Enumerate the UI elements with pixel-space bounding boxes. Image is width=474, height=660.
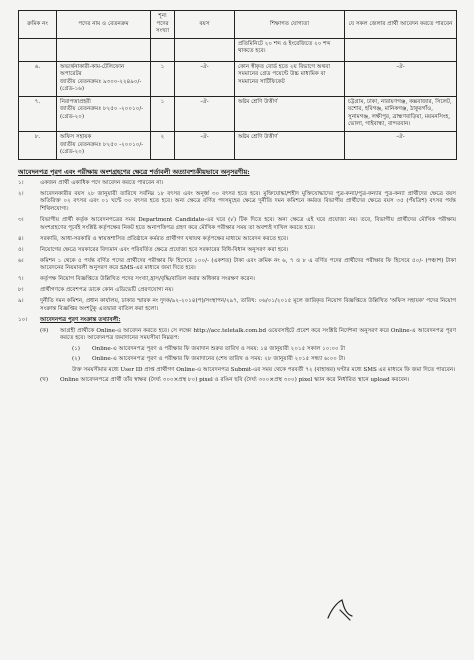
condition-text: আবেদনকারীর বয়স ২৮ জানুয়ারী তারিখে সর্বনিম্ন ১৮ বৎসর এবং অনূর্ধ্ব ৩০ বৎসর হতে হবে। মুক্তিযোদ্ধা/শহীদ মুক্তিযোদ্ধাদের পুত্র-কন্যা/পুত্র-কন্যার পুত্র-কন্যা প্রার্থীদের ক্ষেত্রে বয়স অতিরিক্ত ০২ বৎসর এবং ০১ ঘন্টে ৩০ বৎসর হতে হবে। অন্য ক্ষেত্রে বর্ণিত পদসমূহের ক্ষেত্রে দুর্নীতি দমন কমিশনে কর্মরত বিভাগীয় প্রার্থীদের ক্ষেত্রে বয়স ৩৫ (পঁয়ত্রিশ) বৎসর পর্যন্ত শিথিলযোগ্য। — [40, 190, 456, 212]
condition-text: একজন প্রার্থী একাধিক পদে আবেদন করতে পারবেন না। — [40, 179, 164, 186]
deadline-text: Online-এ আবেদনপত্র পূরণ ও পরীক্ষার ফি জমাদান শুরুর তারিখ ও সময়: ১৪ জানুয়ারী ২০১৫ সকাল ১০:০০ টা — [92, 345, 346, 352]
header-post: পদের নাম ও বেতনক্রম — [57, 11, 151, 39]
continuation-row — [19, 38, 457, 61]
condition-number: ৯। — [18, 298, 24, 305]
condition-text: কর্তৃপক্ষ নিয়োগ বিজ্ঞপ্তিতে উল্লিখিত পদের সংখ্যা,হ্রাস/বৃদ্ধি/বাতিল করার অধিকার সংরক্ষণ করেন। — [40, 276, 255, 283]
row-count: ১ — [151, 61, 175, 96]
row-age: -ঐ- — [175, 96, 235, 131]
application-item-kha — [18, 377, 456, 385]
condition-number: ১। — [18, 179, 24, 186]
condition-text: নিয়োগের ক্ষেত্রে সরকারের বিদ্যমান এবং পরিবর্তিত ক্ষেত্রে প্রযোজ্য হবে সরকারের বিধি-বিধান অনুসরণ করা হবে। — [40, 246, 289, 253]
payment-note: উক্ত সময়সীমার মধ্যে User ID প্রাপ্ত প্রার্থীগণ Online-এ আবেদনপত্র Submit-এর সময় থেকে পরবর্তী ৭২ (বাহাত্তর) ঘণ্টার মধ্যে SMS এর মাধ্যমে ফি জমা দিতে পারবেন। — [72, 366, 456, 373]
condition-item — [18, 298, 456, 313]
application-info-title: আবেদনপত্র পূরণ সংক্রান্ত তথ্যাবলী: — [40, 316, 121, 323]
row-post: নিরাপত্তাপ্রহরী জাতীয় বেতনক্রমঃ ৮২৫০ -২০০১০/- (গ্রেড-২০) — [57, 96, 151, 131]
condition-item — [18, 191, 456, 214]
condition-item — [18, 217, 456, 232]
row-qualification: অষ্টম শ্রেণি উত্তীর্ণ — [235, 96, 345, 131]
deadline-item — [18, 346, 456, 354]
table-row — [19, 132, 457, 160]
item-letter: (ক) — [40, 327, 49, 334]
condition-item — [18, 258, 456, 273]
row-district: চট্টগ্রাম, ঢাকা, নারায়ণগঞ্জ, কক্সবাজার, সিলেট, যশোর, হবিগঞ্জ, মানিকগঞ্জ, ঠাকুরগাঁও, সুনামগঞ্জ, লক্ষীপুর, ব্রাহ্মণবাড়িয়া, ময়মনসিংহ, ভোলা, গাইবান্ধা, বান্দরবান। — [345, 96, 457, 131]
header-district: যে সকল জেলার প্রার্থী আবেদন করতে পারবেন — [345, 11, 457, 39]
condition-item — [18, 247, 456, 255]
condition-text: কমিশন ১ থেকে ৫ পর্যন্ত বর্ণিত পদের প্রার্থীদের পরীক্ষার ফি হিসেবে ১০০/- (একশত) টাকা এবং ক্রমিক নং ৬, ৭ ও ৮ এ বর্ণিত পদের প্রার্থীদের পরীক্ষার ফি হিসেবে ৫০/- (পঞ্চাশ) টাকা আবেদনের নিয়মাবলী অনুসরণ করে SMS-এর মাধ্যমে জমা দিতে হবে। — [40, 257, 456, 272]
condition-number: ৩। — [18, 216, 24, 223]
condition-number: ৪। — [18, 235, 24, 242]
conditions-heading: আবেদনপত্র পূরণ এবং পরীক্ষায় অংশগ্রহণের ক্ষেত্রে শর্তাবলী অত্যাবশ্যকীয়ভাবে অনুসরণীয়: — [18, 167, 250, 176]
condition-number: ৮। — [18, 287, 24, 294]
row-post: অফিস সহায়ক জাতীয় বেতনক্রমঃ ৮২৫০ -২০০১০/- (গ্রেড-২০) — [57, 132, 151, 160]
condition-text: প্রার্থীগণকে প্রবেশপত্র ডাকে কোন এডিভেটি প্রেরণযোগ্য নয়। — [40, 287, 174, 294]
condition-item — [18, 236, 456, 244]
header-num: ক্রমিক নং — [19, 11, 57, 39]
row-num: ৬. — [19, 61, 57, 96]
condition-number: ৬। — [18, 257, 24, 264]
deadline-number: (২) — [72, 356, 81, 363]
table-header-row — [19, 11, 457, 39]
posts-table — [18, 10, 457, 160]
row-age: -ঐ- — [175, 61, 235, 96]
condition-item — [18, 180, 456, 188]
table-row — [19, 96, 457, 131]
condition-item — [18, 287, 456, 295]
row-district: -ঐ- — [345, 132, 457, 160]
table-row — [19, 61, 457, 96]
row-count: ২ — [151, 132, 175, 160]
header-age: বয়স — [175, 11, 235, 39]
condition-item — [18, 276, 456, 284]
deadline-item — [18, 356, 456, 364]
application-item-ka — [18, 328, 456, 343]
row-age: -ঐ- — [175, 132, 235, 160]
condition-number: ১০। — [18, 316, 28, 323]
condition-number: ২। — [18, 190, 24, 197]
item-text: Online আবেদনপত্রে প্রার্থী তাঁর স্বাক্ষর (দৈর্ঘ্য ৩০০×প্রস্থ ৮০) pixel ও রঙিন ছবি (দৈর্ঘ্য ৩০০×প্রস্থ ৩০০) pixel স্ক্যান করে নির্ধারিত স্থানে upload করবেন। — [60, 377, 410, 384]
signature-mark — [322, 594, 362, 624]
row-post: অভ্যর্থনাকারী-কাম-টেলিফোন অপারেটর জাতীয় বেতনক্রমঃ ৯৩০০-২২৪৯০/- (গ্রেড-১৬) — [57, 61, 151, 96]
condition-number: ৫। — [18, 246, 24, 253]
continuation-text: প্রতিমিনিটে ২০ শব্দ ও ইংরেজিতে ২০ শব্দ থাকতে হবে। — [235, 38, 345, 61]
condition-number: ৭। — [18, 276, 24, 283]
row-num: ৭. — [19, 96, 57, 131]
row-count: ১ — [151, 96, 175, 131]
condition-text: সরকারি, আধা-সরকারি ও স্বায়ত্তশাসিত প্রতিষ্ঠানে কর্মরত প্রার্থীগণ যথাযথ কর্তৃপক্ষের মাধ্যমে আবেদন করতে হবে। — [40, 235, 289, 242]
row-num: ৮. — [19, 132, 57, 160]
header-qualification: শিক্ষাগত যোগ্যতা — [235, 11, 345, 39]
deadline-number: (১) — [72, 345, 80, 352]
item-text: আগ্রহী প্রার্থীকে Online-এ আবেদন করতে হবে। সে লক্ষ্যে http://acc.teletalk.com.bd ওয়েবসাইটে প্রবেশ করে সংশ্লিষ্ট নির্দেশনা অনুসরণ করে Online-এ আবেদনপত্র পূরণ করতে হবে। আবেদনপত্র জমাদানের সময়সীমা নিম্নরূপ: — [60, 327, 456, 342]
row-qualification: অষ্টম শ্রেণি উত্তীর্ণ — [235, 132, 345, 160]
conditions-list — [18, 180, 456, 385]
application-info-heading — [18, 317, 456, 325]
item-letter: (খ) — [40, 377, 49, 384]
row-qualification: কোন স্বীকৃত বোর্ড হতে ২য় বিভাগে অথবা সমমানের গ্রেড পয়েন্টে উচ্চ মাধ্যমিক বা সমমানের সার্টিফিকেট — [235, 61, 345, 96]
condition-text: দুর্নীতি দমন কমিশন, প্রধান কার্যালয়, ঢাকার স্মারক নং দুদক/৯২-২০১৪(প)/সংস্থাপন/২৯৭, তারিখ: ০৬/০১/২০১৫ মূলে জারিকৃত নিয়োগ বিজ্ঞপ্তিতে উল্লিখিত 'অফিস সহায়ক' পদের নিয়োগ সংক্রান্ত বিজ্ঞপ্তির অংশটুকু এতদ্বারা বাতিল করা হলো। — [40, 298, 456, 312]
header-count: শূন্য পদের সংখ্যা — [151, 11, 175, 39]
condition-text: বিভাগীয় প্রার্থী কর্তৃক আবেদনপত্রের সময় Department Candidate-এর ঘরে (√) টিক দিতে হবে। অন্য ক্ষেত্রে এই ঘরে প্রযোজ্য নয়। তবে, বিভাগীয় প্রার্থীদের মৌখিক পরীক্ষায় অংশগ্রহণের পূর্বেই সংশ্লিষ্ট কর্তৃপক্ষের নিকট হতে অনাপত্তিপত্র গ্রহণ করে মৌখিক পরীক্ষার সময় তা অবশ্যই দাখিল করতে হবে। — [40, 216, 456, 231]
row-district: -ঐ- — [345, 61, 457, 96]
deadline-text: Online-এ আবেদনপত্র পূরণ ও পরীক্ষার ফি জমাদানের (শেষ তারিখ ও সময়: ২৮ জানুয়ারী ২০১৫ সন্ধ্যা ৬:০০ টা। — [92, 356, 346, 363]
